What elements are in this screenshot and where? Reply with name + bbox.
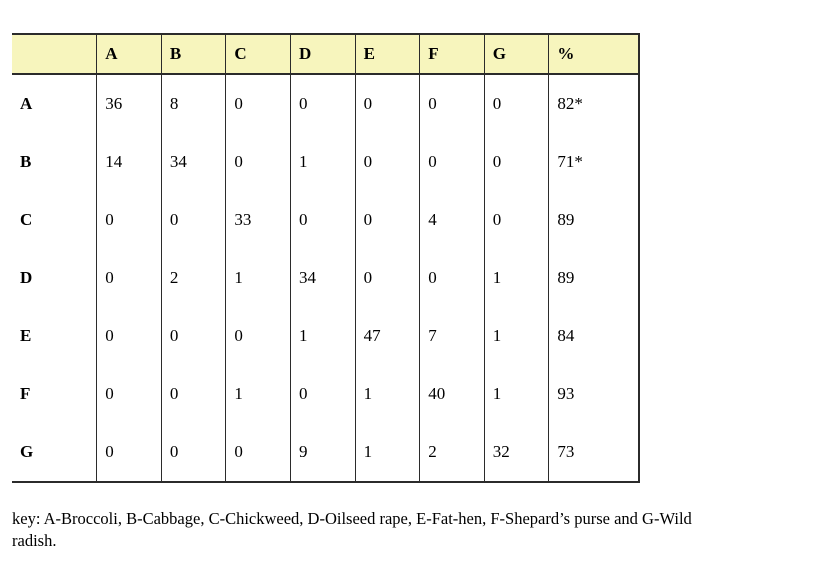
cell-e-b: 0 xyxy=(161,307,226,365)
cell-b-a: 14 xyxy=(97,133,162,191)
cell-f-e: 1 xyxy=(355,365,420,423)
table-row xyxy=(12,307,639,365)
cell-e-d: 1 xyxy=(291,307,356,365)
cell-e-c: 0 xyxy=(226,307,291,365)
cell-a-c: 0 xyxy=(226,74,291,133)
cell-d-g: 1 xyxy=(484,249,549,307)
cell-d-e: 0 xyxy=(355,249,420,307)
column-header-e: E xyxy=(355,34,420,74)
column-header-a: A xyxy=(97,34,162,74)
confusion-matrix-table-wrapper xyxy=(12,33,640,483)
cell-a-d: 0 xyxy=(291,74,356,133)
cell-b-d: 1 xyxy=(291,133,356,191)
cell-a-percent: 82* xyxy=(549,74,639,133)
cell-g-a: 0 xyxy=(97,423,162,482)
cell-c-b: 0 xyxy=(161,191,226,249)
row-label-c: C xyxy=(20,210,33,229)
cell-b-e: 0 xyxy=(355,133,420,191)
cell-e-percent: 84 xyxy=(549,307,639,365)
cell-b-f: 0 xyxy=(420,133,485,191)
cell-b-g: 0 xyxy=(484,133,549,191)
row-label-e: E xyxy=(20,326,32,345)
cell-b-percent: 71* xyxy=(549,133,639,191)
column-header-percent: % xyxy=(549,34,639,74)
cell-f-a: 0 xyxy=(97,365,162,423)
column-header-f: F xyxy=(420,34,485,74)
column-header-d: D xyxy=(291,34,356,74)
cell-d-d: 34 xyxy=(291,249,356,307)
cell-f-d: 0 xyxy=(291,365,356,423)
cell-c-percent: 89 xyxy=(549,191,639,249)
cell-d-a: 0 xyxy=(97,249,162,307)
table-header-row xyxy=(12,34,639,74)
cell-g-d: 9 xyxy=(291,423,356,482)
table-key-caption: key: A-Broccoli, B-Cabbage, C-Chickweed, D-Oilseed rape, E-Fat-hen, F-Shepard’s purse and G-Wild radish. xyxy=(12,509,692,551)
row-label-g: G xyxy=(12,423,97,482)
cell-c-d: 0 xyxy=(291,191,356,249)
cell-f-c: 1 xyxy=(226,365,291,423)
cell-c-g: 0 xyxy=(484,191,549,249)
cell-g-e: 1 xyxy=(355,423,420,482)
cell-a-e: 0 xyxy=(355,74,420,133)
confusion-matrix-table xyxy=(12,33,640,483)
column-header-g: G xyxy=(484,34,549,74)
cell-a-b: 8 xyxy=(161,74,226,133)
cell-d-f: 0 xyxy=(420,249,485,307)
table-body xyxy=(12,74,639,482)
cell-b-c: 0 xyxy=(226,133,291,191)
cell-f-f: 40 xyxy=(420,365,485,423)
column-header-b: B xyxy=(161,34,226,74)
table-corner-cell xyxy=(12,34,97,74)
table-header xyxy=(12,34,639,74)
cell-c-e: 0 xyxy=(355,191,420,249)
table-row xyxy=(12,423,639,482)
cell-f-percent: 93 xyxy=(549,365,639,423)
cell-e-a: 0 xyxy=(97,307,162,365)
cell-g-g: 32 xyxy=(484,423,549,482)
cell-e-g: 1 xyxy=(484,307,549,365)
table-row xyxy=(12,365,639,423)
row-label-d: D xyxy=(20,268,33,287)
column-header-c: C xyxy=(226,34,291,74)
table-row xyxy=(12,191,639,249)
cell-e-e: 47 xyxy=(355,307,420,365)
table-row xyxy=(12,74,639,133)
cell-b-b: 34 xyxy=(161,133,226,191)
cell-g-percent: 73 xyxy=(549,423,639,482)
cell-d-b: 2 xyxy=(161,249,226,307)
row-label-f: F xyxy=(20,384,31,403)
cell-a-a: 36 xyxy=(97,74,162,133)
cell-d-percent: 89 xyxy=(549,249,639,307)
cell-c-a: 0 xyxy=(97,191,162,249)
table-row xyxy=(12,249,639,307)
cell-g-c: 0 xyxy=(226,423,291,482)
cell-a-f: 0 xyxy=(420,74,485,133)
cell-c-f: 4 xyxy=(420,191,485,249)
cell-f-g: 1 xyxy=(484,365,549,423)
cell-e-f: 7 xyxy=(420,307,485,365)
table-row xyxy=(12,133,639,191)
cell-d-c: 1 xyxy=(226,249,291,307)
row-label-a: A xyxy=(20,94,33,113)
cell-f-b: 0 xyxy=(161,365,226,423)
cell-g-f: 2 xyxy=(420,423,485,482)
cell-c-c: 33 xyxy=(226,191,291,249)
row-label-b: B xyxy=(20,152,32,171)
cell-a-g: 0 xyxy=(484,74,549,133)
cell-g-b: 0 xyxy=(161,423,226,482)
